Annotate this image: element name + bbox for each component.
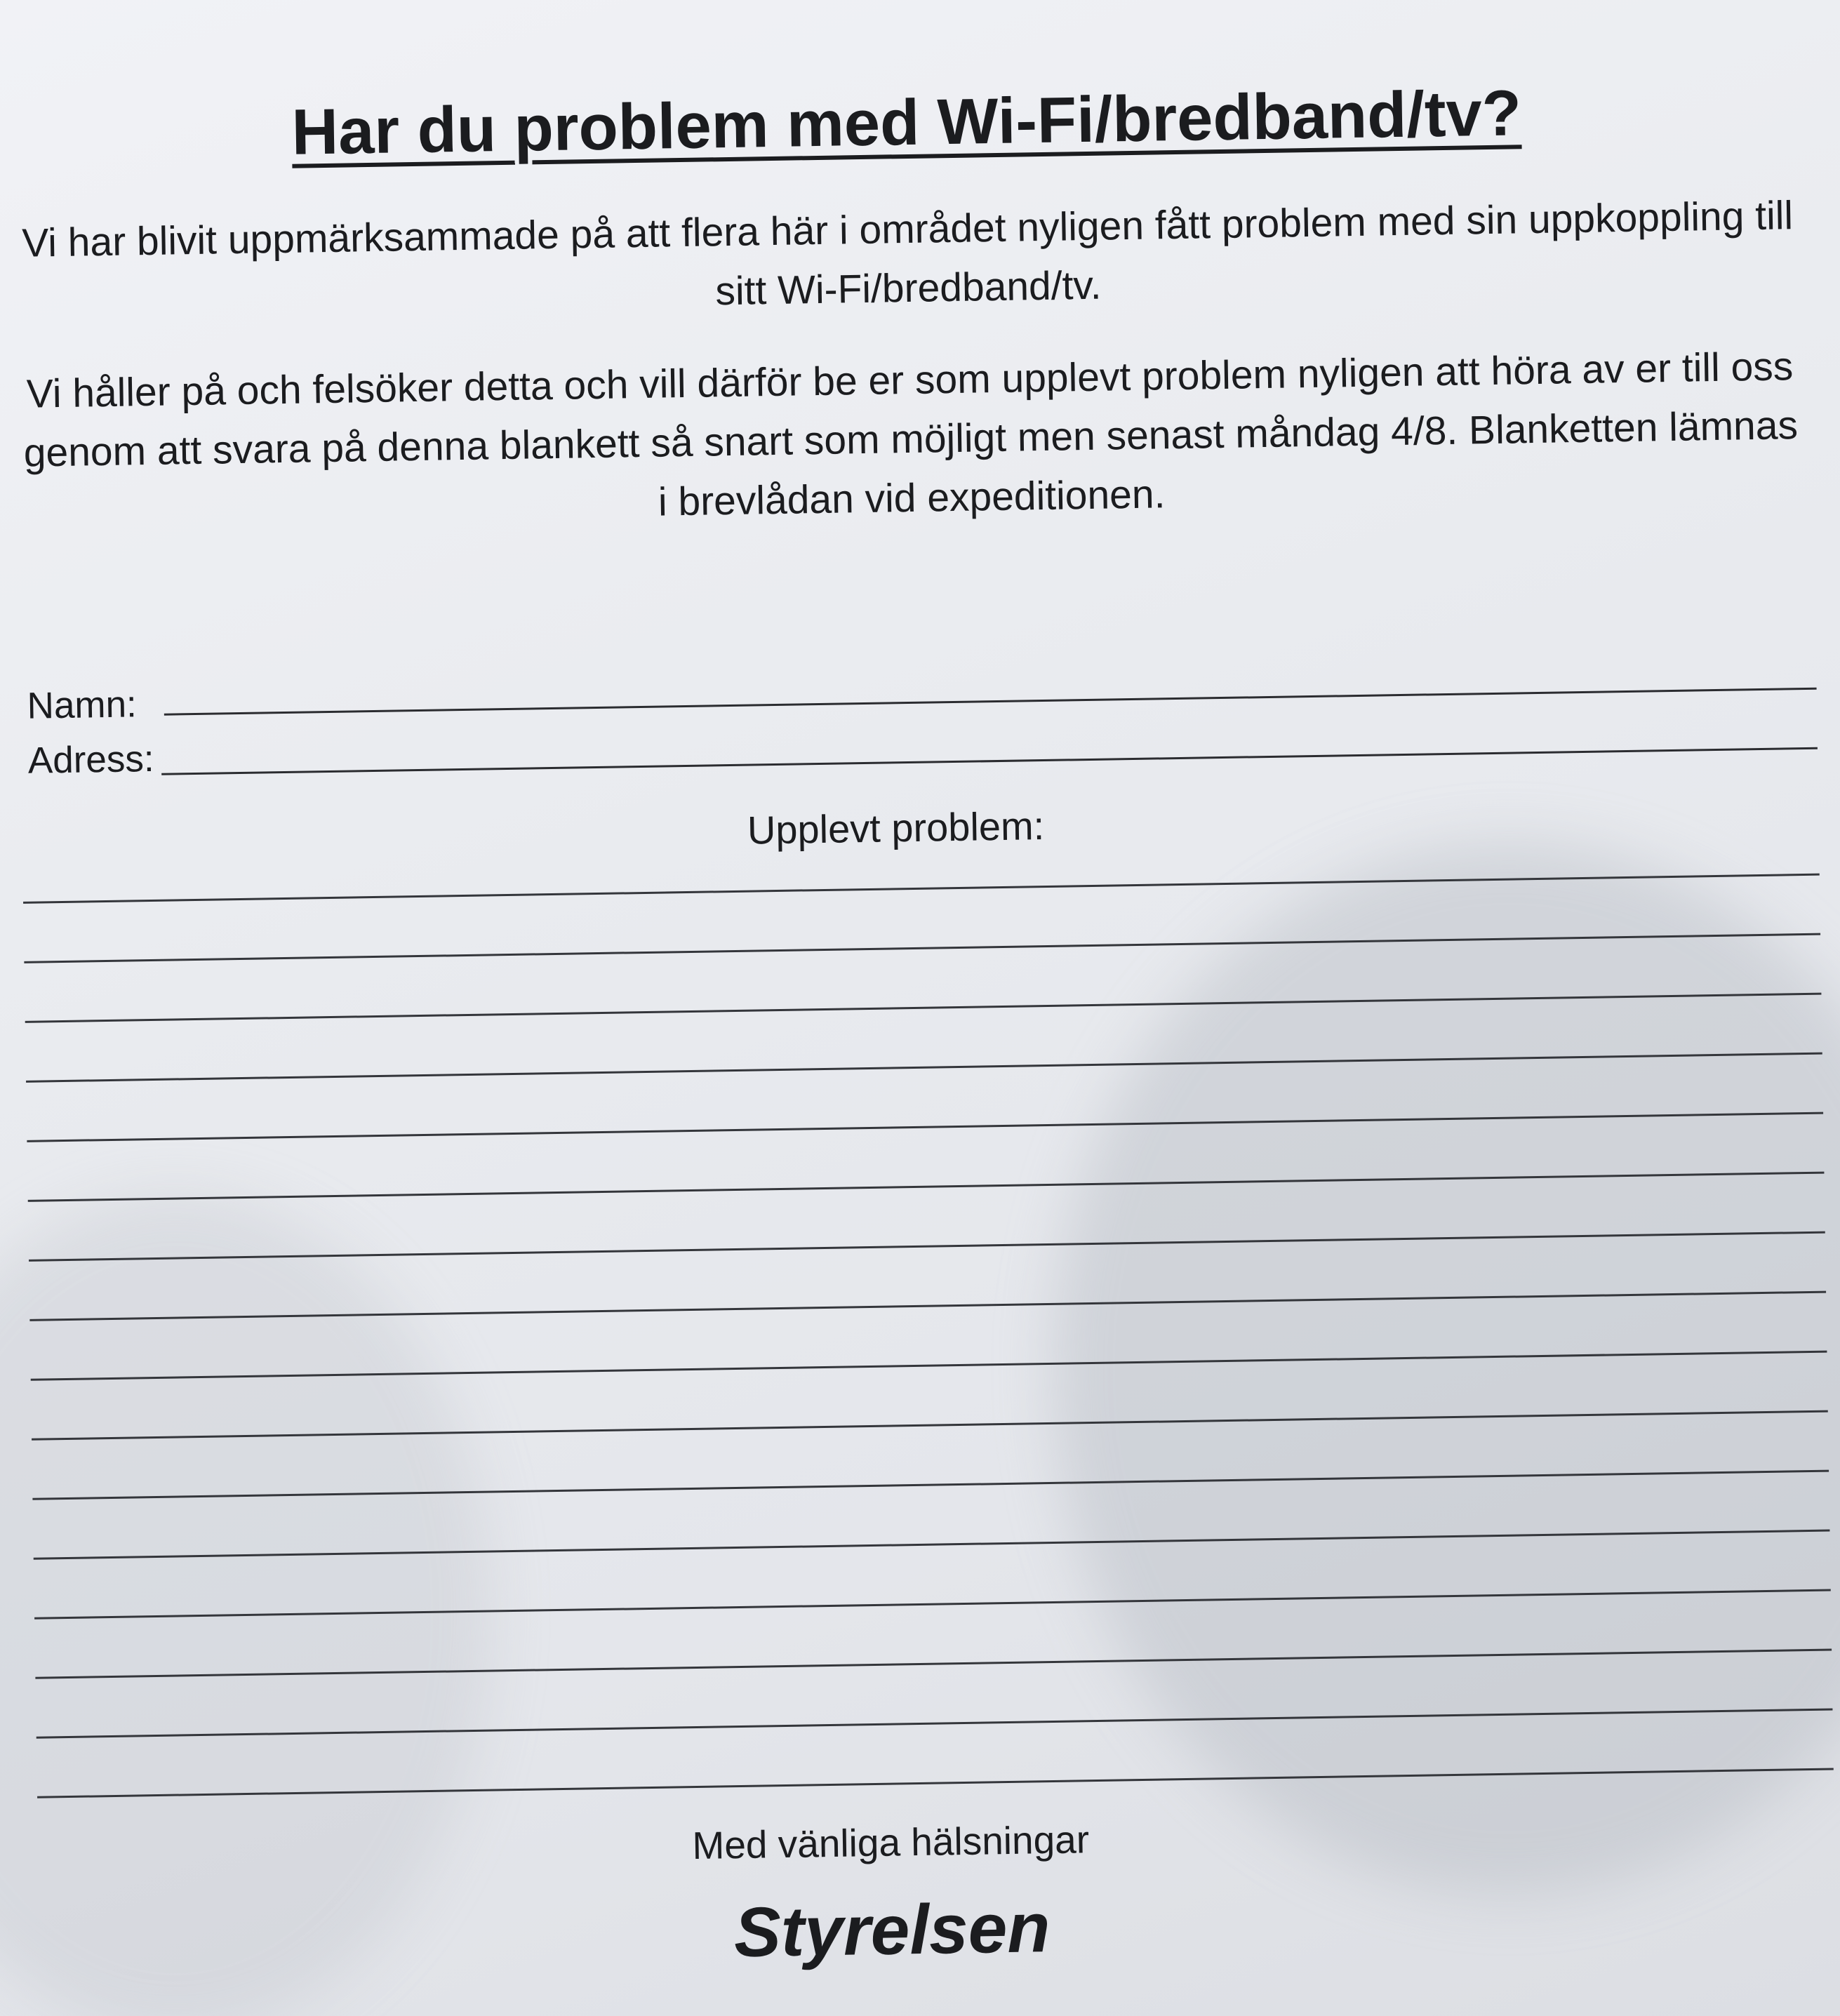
problem-line[interactable] [29, 1231, 1825, 1262]
name-label: Namn: [27, 683, 138, 727]
name-field[interactable] [164, 688, 1817, 716]
address-label: Adress: [27, 737, 155, 782]
problem-line[interactable] [27, 1112, 1823, 1142]
address-field[interactable] [161, 747, 1818, 775]
problem-line[interactable] [32, 1470, 1829, 1500]
page-title [0, 69, 1827, 175]
instruction-paragraph: Vi håller på och felsöker detta och vill därför be er som upplevt problem nyligen att höra av er till oss genom att svara på denna blankett så snart som möjligt men senast måndag 4/8. Blanketten lämnas i brevlådan vid expeditionen. [23, 344, 1799, 525]
closing-text: Med vänliga hälsningar [691, 1817, 1090, 1868]
problem-line[interactable] [31, 1351, 1827, 1381]
problem-line[interactable] [29, 1291, 1826, 1321]
problem-line[interactable] [35, 1649, 1832, 1679]
problem-line[interactable] [37, 1768, 1834, 1798]
problem-line[interactable] [25, 993, 1822, 1023]
intro-paragraph: Vi har blivit uppmärksammade på att flera här i området nyligen fått problem med sin uppkoppling till sitt Wi-Fi/bredband/tv. [21, 193, 1794, 314]
problem-line[interactable] [34, 1589, 1831, 1620]
title-text: Har du problem med Wi-Fi/bredband/tv? [291, 77, 1522, 168]
problem-line[interactable] [28, 1172, 1825, 1202]
problem-label: Upplevt problem: [747, 803, 1045, 853]
problem-line[interactable] [34, 1530, 1830, 1560]
problem-line[interactable] [36, 1709, 1833, 1739]
problem-line[interactable] [32, 1410, 1828, 1441]
problem-line[interactable] [24, 933, 1820, 963]
problem-line[interactable] [23, 874, 1820, 904]
problem-line[interactable] [26, 1053, 1822, 1083]
signature: Styrelsen [733, 1888, 1051, 1972]
